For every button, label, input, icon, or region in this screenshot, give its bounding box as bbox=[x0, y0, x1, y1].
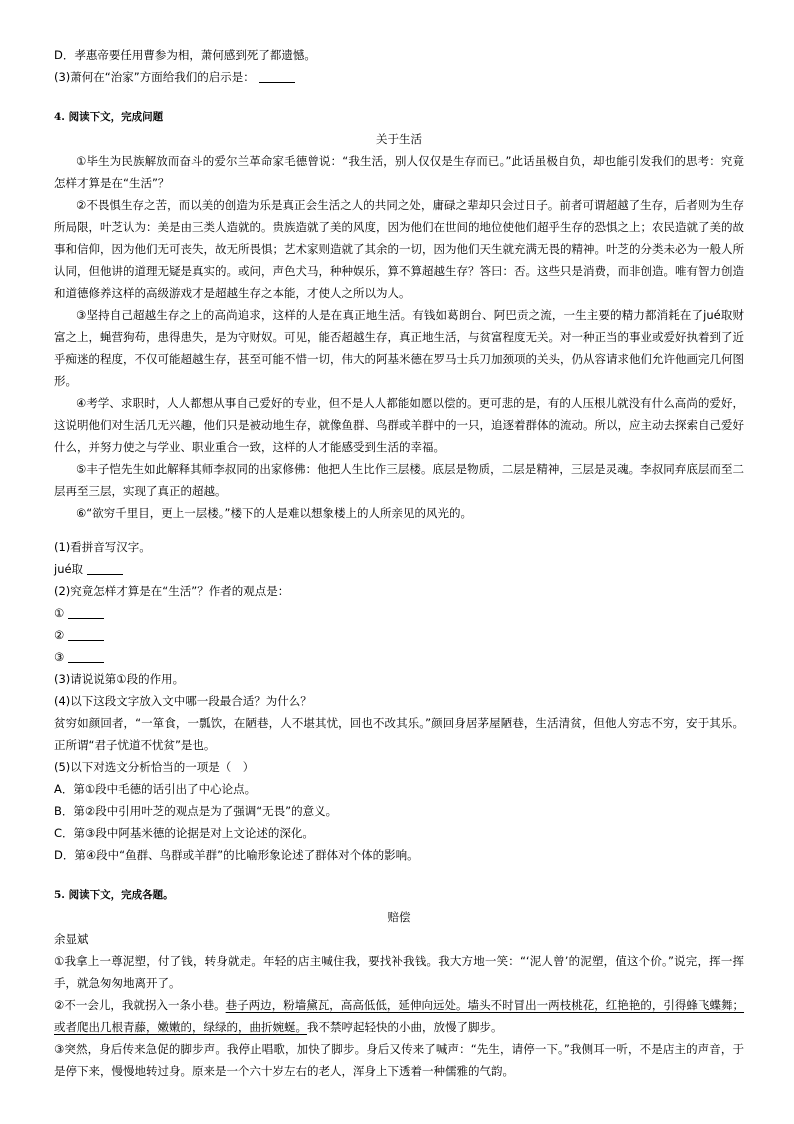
answer-blank[interactable] bbox=[68, 648, 104, 663]
document-page bbox=[54, 44, 744, 1082]
q3-option-d: D．孝惠帝要任用曹参为相，萧何感到死了都遗憾。 bbox=[54, 48, 316, 62]
q4-option-c: C．第③段中阿基米德的论据是对上文论述的深化。 bbox=[54, 826, 314, 840]
q4-subquestion-1-item: jué取 bbox=[54, 558, 744, 580]
q5-article-title: 赔偿 bbox=[387, 910, 411, 924]
q4-subquestion-2-item-3: ③ bbox=[54, 646, 744, 668]
q4-paragraph-6: ⑥“欲穷千里目，更上一层楼。”楼下的人是难以想象楼上的人所亲见的风光的。 bbox=[76, 506, 472, 520]
q4-heading: 4. 阅读下文，完成问题 bbox=[54, 111, 164, 123]
q4-option-b: B．第②段中引用叶芝的观点是为了强调“无畏”的意义。 bbox=[54, 804, 338, 818]
q5-paragraph-3: ③突然，身后传来急促的脚步声。我停止唱歌，加快了脚步。身后又传来了喊声：“先生，请停一下。”我侧耳一听，不是店主的声音，于是停下来，慢慢地转过身。原来是一个六十岁左右的老人，浑身上下透着一种儒雅的气韵。 bbox=[54, 1042, 744, 1078]
q5-author: 余显斌 bbox=[54, 932, 89, 946]
q4-subquestion-2-item-1: ① bbox=[54, 602, 744, 624]
q4-subquestion-4: (4)以下这段文字放入文中哪一段最合适？为什么？ bbox=[54, 694, 312, 708]
q5-paragraph-2: ②不一会儿，我就拐入一条小巷。巷子两边，粉墙黛瓦，高高低低，延伸向远处。墙头不时冒出一两枝桃花，红艳艳的，引得蜂飞蝶舞；或者爬出几根青藤，嫩嫩的，绿绿的，曲折婉蜒。我不禁哼起轻快的小曲，放慢了脚步。 bbox=[54, 998, 745, 1034]
answer-blank[interactable] bbox=[68, 604, 104, 619]
q4-paragraph-4: ④考学、求职时，人人都想从事自己爱好的专业，但不是人人都能如愿以偿的。更可悲的是，有的人压根儿就没有什么高尚的爱好，这说明他们对生活几无兴趣，他们只是被动地生存，就像鱼群、鸟群或羊群中的一只，追逐着群体的流动。所以，应主动去探索自己爱好什么，并努力使之与学业、职业重合一致，这样的人才能感受到生活的幸福。 bbox=[54, 396, 744, 454]
answer-blank[interactable] bbox=[259, 68, 295, 83]
q4-paragraph-2: ②不畏惧生存之苦，而以美的创造为乐是真正会生活之人的共同之处，庸碌之辈却只会过日子。前者可谓超越了生存，后者则为生存所局限，叶芝认为：美是由三类人造就的。贵族造就了美的风度，因为他们在世间的地位使他们超乎生存的恐惧之上；农民造就了美的故事和信仰，因为他们无可丧失，故无所畏惧；艺术家则造就了其余的一切，因为他们天生就充满无畏的精神。叶芝的分类未必为一般人所认同，但他讲的道理无疑是真实的。或问，声色犬马，种种娱乐，算不算超越生存？答曰：否。这些只是消费，而非创造。唯有智力创造和道德修养这样的高级游戏才是超越生存之本能，才使人之所以为人。 bbox=[54, 198, 744, 300]
q4-subquestion-4-passage: 贫穷如颜回者，“一箪食，一瓢饮，在陋巷，人不堪其忧，回也不改其乐。”颜回身居茅屋陋巷，生活清贫，但他人穷志不穷，安于其乐。正所谓“君子忧道不忧贫”是也。 bbox=[54, 716, 744, 752]
answer-blank[interactable] bbox=[87, 560, 123, 575]
q5-heading: 5. 阅读下文，完成各题。 bbox=[54, 889, 174, 901]
q4-subquestion-3: (3)请说说第①段的作用。 bbox=[54, 672, 185, 686]
q4-paragraph-3: ③坚持自己超越生存之上的高尚追求，这样的人是在真正地生活。有钱如葛朗台、阿巴贡之流，一生主要的精力都消耗在了jué取财富之上，蝇营狗苟，患得患失，是为守财奴。可见，能否超越生存，真正地生活，与贫富程度无关。对一种正当的事业或爱好执着到了近乎痴迷的程度，不仅可能超越生存，甚至可能不惜一切，伟大的阿基米德在罗马士兵刀加颈项的关头，仍从容请求他们允许他画完几何图形。 bbox=[54, 308, 744, 388]
q4-subquestion-2-item-2: ② bbox=[54, 624, 744, 646]
underlined-passage: 巷子两边，粉墙黛瓦，高高低低，延伸向远处。墙头不时冒出一两枝桃花，红艳艳的，引得蜂飞蝶舞；或者爬出几根青藤，嫩嫩的，绿绿的，曲折婉蜒。 bbox=[54, 998, 745, 1034]
q3-subquestion-3: (3)萧何在“治家”方面给我们的启示是： bbox=[54, 66, 744, 88]
q4-paragraph-1: ①毕生为民族解放而奋斗的爱尔兰革命家毛德曾说：“我生活，别人仅仅是生存而已。”此话虽极自负，却也能引发我们的思考：究竟怎样才算是在“生活”？ bbox=[54, 154, 744, 190]
q4-subquestion-2: (2)究竟怎样才算是在“生活”？作者的观点是： bbox=[54, 584, 290, 598]
q4-paragraph-5: ⑤丰子恺先生如此解释其师李叔同的出家修佛：他把人生比作三层楼。底层是物质，二层是精神，三层是灵魂。李叔同弃底层而至二层再至三层，实现了真正的超越。 bbox=[54, 462, 744, 498]
q4-article-title: 关于生活 bbox=[376, 132, 422, 146]
answer-blank[interactable] bbox=[68, 626, 104, 641]
q4-subquestion-5: (5)以下对选文分析恰当的一项是（ ） bbox=[54, 760, 255, 774]
q4-option-a: A．第①段中毛德的话引出了中心论点。 bbox=[54, 782, 257, 796]
q4-subquestion-1: (1)看拼音写汉字。 bbox=[54, 540, 151, 554]
q5-paragraph-1: ①我拿上一尊泥塑，付了钱，转身就走。年轻的店主喊住我，要找补我钱。我大方地一笑：“‘泥人曾’的泥塑，值这个价。”说完，挥一挥手，就急匆匆地离开了。 bbox=[54, 954, 744, 990]
q4-option-d: D．第④段中“鱼群、鸟群或羊群”的比喻形象论述了群体对个体的影响。 bbox=[54, 848, 419, 862]
